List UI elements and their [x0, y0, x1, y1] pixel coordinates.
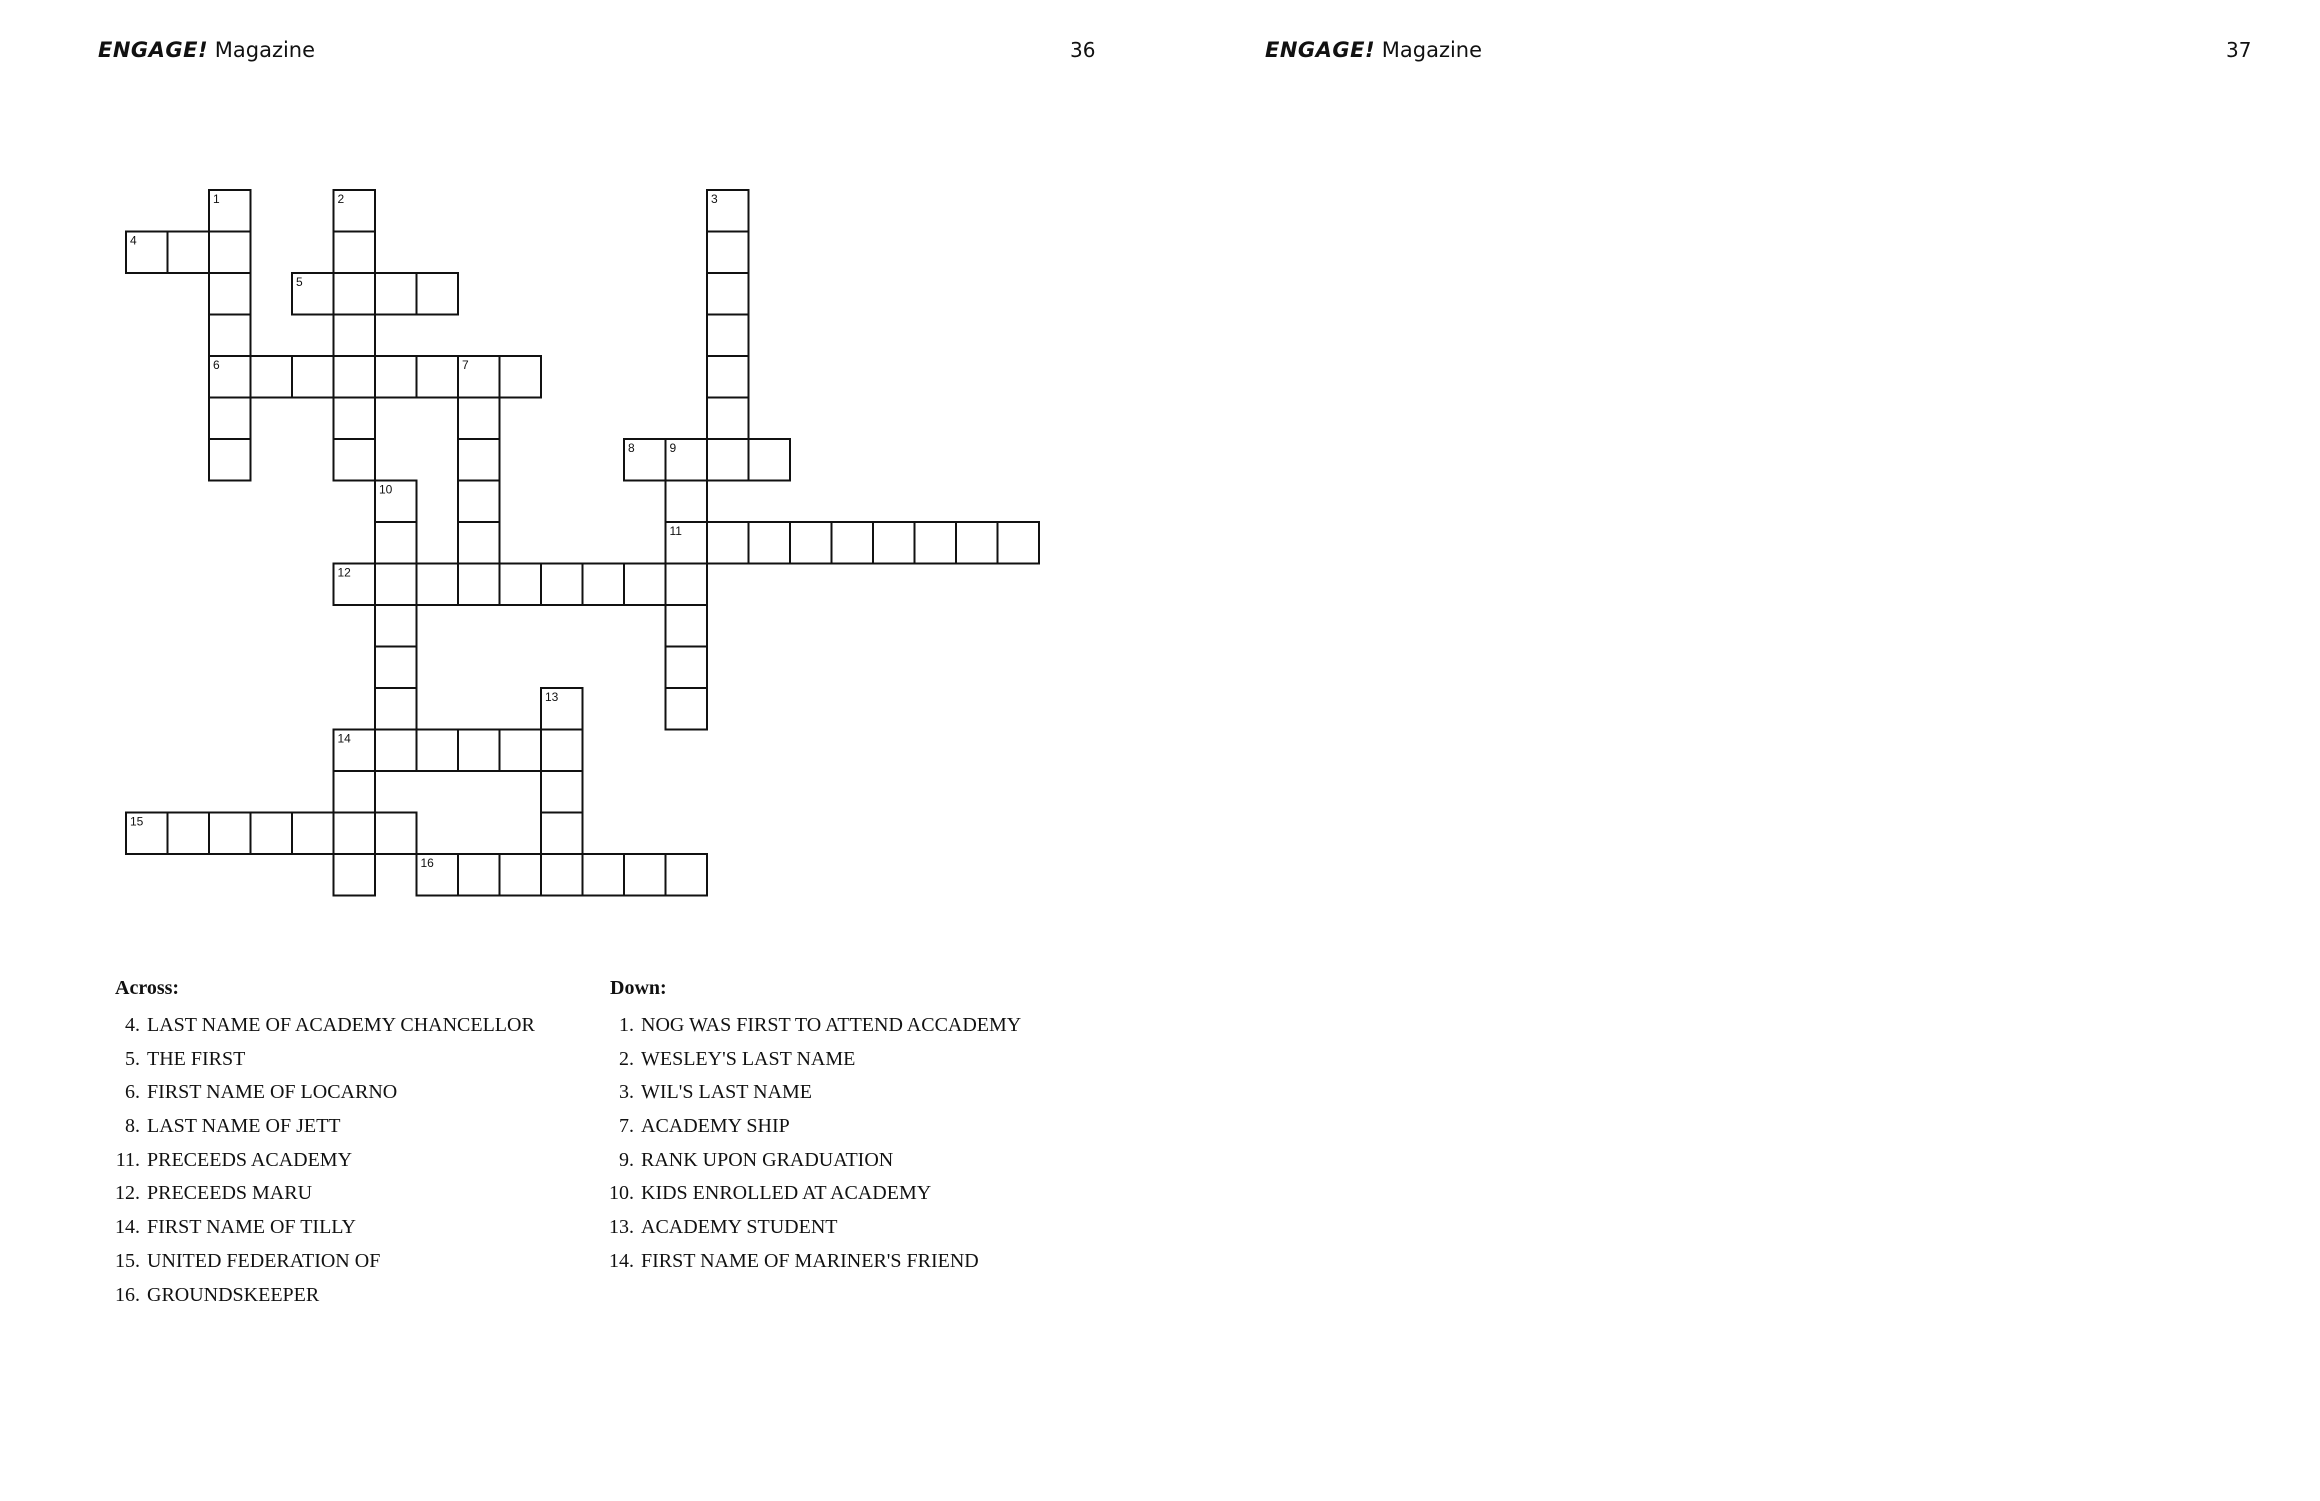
grid-cell	[749, 439, 791, 481]
clue-item	[596, 1147, 1021, 1181]
grid-cell	[458, 481, 500, 523]
clue-number: 13.	[609, 1216, 634, 1239]
grid-cell	[541, 730, 583, 772]
clue-item	[596, 1079, 1021, 1113]
grid-cell	[500, 564, 542, 606]
grid-cell	[251, 356, 293, 398]
crossword-grid	[0, 0, 1160, 960]
grid-cell	[707, 522, 749, 564]
grid-cell	[873, 522, 915, 564]
clue-number: 11.	[115, 1148, 140, 1171]
clue-text: KIDS ENROLLED AT ACADEMY	[641, 1182, 932, 1205]
grid-cell	[666, 481, 708, 523]
clue-number: 15.	[115, 1249, 140, 1272]
grid-cell	[749, 522, 791, 564]
clue-number: 6.	[125, 1081, 140, 1104]
grid-cell	[375, 647, 417, 689]
clue-text: FIRST NAME OF MARINER'S FRIEND	[641, 1249, 979, 1272]
grid-cell	[666, 564, 708, 606]
clue-item	[596, 1012, 1021, 1046]
clue-number: 3.	[619, 1081, 634, 1104]
grid-cell	[707, 315, 749, 357]
grid-cell	[417, 273, 459, 315]
cell-number: 10	[379, 482, 393, 497]
grid-cell	[334, 813, 376, 855]
cell-number: 7	[462, 358, 469, 372]
clue-number: 16.	[115, 1283, 140, 1306]
clue-text: UNITED FEDERATION OF	[147, 1249, 381, 1272]
clue-item	[102, 1282, 535, 1316]
cell-number: 12	[337, 565, 351, 580]
grid-cell	[500, 730, 542, 772]
brand-name: ENGAGE!	[98, 38, 209, 62]
grid-cell	[168, 813, 210, 855]
grid-cell	[417, 730, 459, 772]
grid-cell	[458, 730, 500, 772]
clue-number: 9.	[619, 1148, 634, 1171]
clue-item	[102, 1180, 535, 1214]
grid-cell	[458, 564, 500, 606]
grid-cell	[915, 522, 957, 564]
grid-cell	[375, 273, 417, 315]
clue-number: 4.	[125, 1014, 140, 1036]
clue-number: 1.	[619, 1014, 634, 1036]
clue-text: PRECEEDS ACADEMY	[147, 1148, 353, 1171]
grid-cell	[417, 564, 459, 606]
clue-item	[102, 1012, 535, 1046]
grid-cell	[707, 356, 749, 398]
clue-text: RANK UPON GRADUATION	[641, 1148, 894, 1171]
grid-cell	[292, 813, 334, 855]
magazine-label: Magazine	[1381, 38, 1483, 62]
clue-item	[596, 1180, 1021, 1214]
grid-cell	[334, 439, 376, 481]
grid-cell	[998, 522, 1040, 564]
clue-text: WESLEY'S LAST NAME	[641, 1047, 856, 1070]
cell-number: 13	[545, 690, 559, 704]
clue-item	[596, 1046, 1021, 1080]
grid-cell	[334, 232, 376, 274]
cell-number: 16	[420, 856, 434, 870]
grid-cell	[251, 813, 293, 855]
clue-text: GROUNDSKEEPER	[147, 1283, 320, 1306]
cell-number: 15	[130, 814, 144, 829]
grid-cell	[500, 356, 542, 398]
grid-cell	[707, 273, 749, 315]
grid-cell	[541, 813, 583, 855]
grid-cell	[666, 688, 708, 730]
clue-item	[102, 1113, 535, 1147]
grid-cell	[334, 398, 376, 440]
clue-text: ACADEMY SHIP	[641, 1115, 790, 1138]
grid-cell	[209, 232, 251, 274]
clue-text: LAST NAME OF JETT	[147, 1115, 341, 1138]
running-head	[1265, 36, 1482, 64]
grid-cell	[375, 730, 417, 772]
clue-number: 2.	[619, 1047, 634, 1070]
down-clue-list	[596, 1012, 1021, 1282]
clue-number: 10.	[609, 1182, 634, 1205]
clue-text: LAST NAME OF ACADEMY CHANCELLOR	[147, 1014, 535, 1036]
grid-cell	[583, 854, 625, 896]
across-clue-list	[102, 1012, 535, 1315]
down-heading: Down:	[610, 977, 667, 999]
page-number: 36	[1070, 38, 1096, 62]
cell-number: 4	[130, 233, 137, 248]
grid-cell	[375, 605, 417, 647]
grid-cell	[458, 398, 500, 440]
across-heading: Across:	[115, 977, 180, 999]
grid-cell	[707, 232, 749, 274]
grid-cell	[666, 647, 708, 689]
brand-name: ENGAGE!	[1265, 38, 1376, 62]
grid-cell	[334, 771, 376, 813]
cell-number: 1	[213, 192, 220, 206]
grid-cell	[375, 813, 417, 855]
grid-cell	[417, 356, 459, 398]
cell-number: 14	[337, 731, 351, 746]
grid-cell	[168, 232, 210, 274]
clue-text: FIRST NAME OF LOCARNO	[147, 1081, 398, 1104]
right-page	[1160, 0, 2320, 1501]
clue-item	[102, 1248, 535, 1282]
grid-cell	[209, 813, 251, 855]
grid-cell	[334, 854, 376, 896]
grid-cell	[334, 356, 376, 398]
cell-number: 11	[669, 524, 682, 538]
clue-number: 5.	[125, 1047, 140, 1070]
grid-cell	[334, 273, 376, 315]
grid-cell	[707, 398, 749, 440]
clue-item	[596, 1248, 1021, 1282]
clue-number: 8.	[125, 1115, 140, 1138]
clue-item	[596, 1113, 1021, 1147]
clue-text: NOG WAS FIRST TO ATTEND ACCADEMY	[641, 1014, 1022, 1036]
cell-number: 5	[296, 275, 303, 289]
grid-cell	[458, 439, 500, 481]
grid-cell	[583, 564, 625, 606]
grid-cell	[666, 854, 708, 896]
grid-cell	[624, 854, 666, 896]
grid-cell	[334, 315, 376, 357]
cell-number: 3	[711, 192, 718, 206]
grid-cell	[541, 771, 583, 813]
grid-cell	[956, 522, 998, 564]
clue-number: 14.	[115, 1216, 140, 1239]
clue-item	[596, 1214, 1021, 1248]
clue-text: THE FIRST	[147, 1047, 246, 1070]
grid-cell	[209, 398, 251, 440]
cell-number: 6	[213, 358, 220, 372]
grid-cell	[458, 522, 500, 564]
page-number: 37	[2226, 38, 2252, 62]
clue-text: WIL'S LAST NAME	[641, 1081, 813, 1104]
clue-item	[102, 1046, 535, 1080]
grid-cell	[500, 854, 542, 896]
grid-cell	[209, 439, 251, 481]
grid-cell	[666, 605, 708, 647]
cell-number: 8	[628, 441, 635, 455]
clue-text: FIRST NAME OF TILLY	[147, 1216, 356, 1239]
grid-cell	[375, 356, 417, 398]
grid-cell	[790, 522, 832, 564]
grid-cell	[541, 564, 583, 606]
grid-cell	[375, 564, 417, 606]
clue-number: 12.	[115, 1182, 140, 1205]
clue-text: ACADEMY STUDENT	[641, 1216, 838, 1239]
clue-item	[102, 1147, 535, 1181]
cell-number: 2	[337, 192, 345, 206]
grid-cell	[375, 688, 417, 730]
clue-number: 14.	[609, 1249, 634, 1272]
clue-item	[102, 1214, 535, 1248]
clue-item	[102, 1079, 535, 1113]
magazine-label: Magazine	[214, 38, 316, 62]
grid-cell	[209, 315, 251, 357]
grid-cell	[707, 439, 749, 481]
grid-cell	[624, 564, 666, 606]
grid-cell	[832, 522, 874, 564]
grid-cell	[292, 356, 334, 398]
cell-number: 9	[669, 441, 677, 455]
clue-text: PRECEEDS MARU	[147, 1182, 313, 1205]
grid-cell	[209, 273, 251, 315]
clue-number: 7.	[619, 1115, 634, 1138]
grid-cell	[375, 522, 417, 564]
grid-cell	[458, 854, 500, 896]
grid-cell	[541, 854, 583, 896]
